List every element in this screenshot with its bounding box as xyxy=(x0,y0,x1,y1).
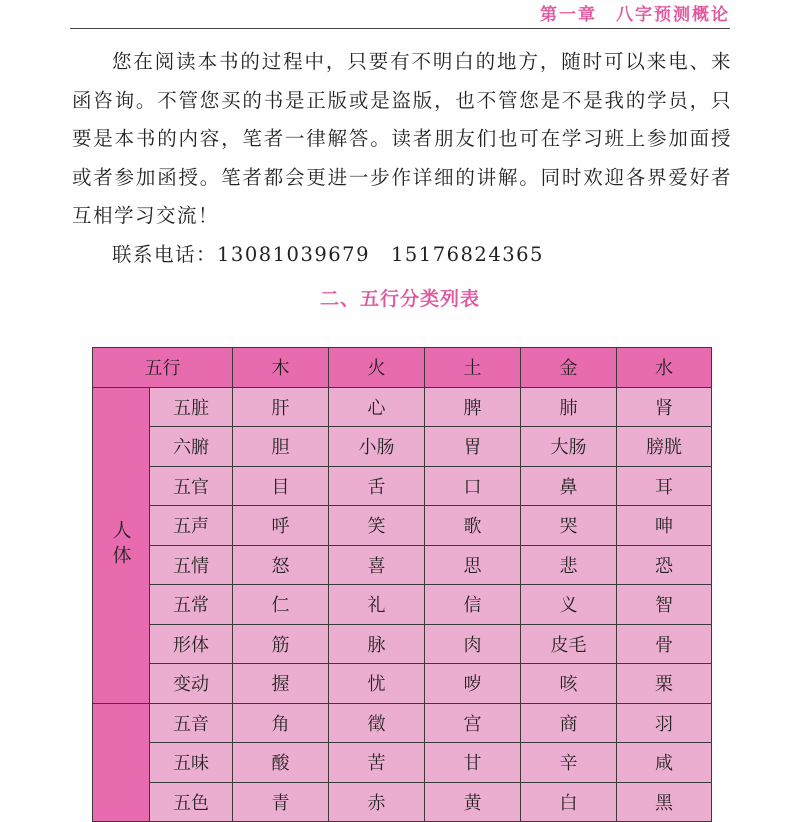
header-cell: 木 xyxy=(233,348,329,388)
table-cell: 脉 xyxy=(329,624,425,664)
table-cell: 悲 xyxy=(521,545,617,585)
header-cell: 金 xyxy=(521,348,617,388)
table-cell: 礼 xyxy=(329,585,425,625)
table-cell: 皮毛 xyxy=(521,624,617,664)
row-label: 五情 xyxy=(150,545,233,585)
table-cell: 甘 xyxy=(425,743,521,783)
body-text xyxy=(72,43,732,274)
table-cell: 呼 xyxy=(233,506,329,546)
table-cell: 义 xyxy=(521,585,617,625)
table-cell: 胃 xyxy=(425,427,521,467)
table-cell: 赤 xyxy=(329,782,425,822)
table-cell: 肺 xyxy=(521,387,617,427)
header-cell: 五行 xyxy=(93,348,233,388)
body-paragraph: 您在阅读本书的过程中，只要有不明白的地方，随时可以来电、来函咨询。不管您买的书是正版或是盗版，也不管您是不是我的学员，只要是本书的内容，笔者一律解答。读者朋友们也可在学习班上参加面授或者参加函授。笔者都会更进一步作详细的讲解。同时欢迎各界爱好者互相学习交流！ xyxy=(72,50,732,227)
table-cell: 喜 xyxy=(329,545,425,585)
table-cell: 肉 xyxy=(425,624,521,664)
five-elements-table xyxy=(92,347,712,822)
table-cell: 商 xyxy=(521,703,617,743)
table-cell: 思 xyxy=(425,545,521,585)
table-cell: 徵 xyxy=(329,703,425,743)
table-cell: 目 xyxy=(233,466,329,506)
table-row xyxy=(93,743,712,783)
table-cell: 苦 xyxy=(329,743,425,783)
table-cell: 筋 xyxy=(233,624,329,664)
table-cell: 小肠 xyxy=(329,427,425,467)
table-row xyxy=(93,585,712,625)
table-cell: 骨 xyxy=(617,624,712,664)
table-cell: 仁 xyxy=(233,585,329,625)
contact-line: 联系电话：13081039679 15176824365 xyxy=(112,242,544,266)
table-cell: 信 xyxy=(425,585,521,625)
row-label: 五声 xyxy=(150,506,233,546)
table-cell: 哭 xyxy=(521,506,617,546)
table-cell: 咳 xyxy=(521,664,617,704)
table-header-row xyxy=(93,348,712,388)
row-label: 五味 xyxy=(150,743,233,783)
table-cell: 栗 xyxy=(617,664,712,704)
table-row xyxy=(93,387,712,427)
row-label: 五色 xyxy=(150,782,233,822)
table-row xyxy=(93,545,712,585)
table-cell: 歌 xyxy=(425,506,521,546)
table-cell: 大肠 xyxy=(521,427,617,467)
table-cell: 肾 xyxy=(617,387,712,427)
table-cell: 恐 xyxy=(617,545,712,585)
table-cell: 羽 xyxy=(617,703,712,743)
table-row xyxy=(93,703,712,743)
table-cell: 胆 xyxy=(233,427,329,467)
table-cell: 笑 xyxy=(329,506,425,546)
group-label-body: 人体 xyxy=(93,387,150,703)
group-label-nature xyxy=(93,703,150,822)
row-label: 五音 xyxy=(150,703,233,743)
row-label: 六腑 xyxy=(150,427,233,467)
section-title: 二、五行分类列表 xyxy=(319,288,480,310)
table-cell: 智 xyxy=(617,585,712,625)
table-cell: 口 xyxy=(425,466,521,506)
table-cell: 握 xyxy=(233,664,329,704)
table-cell: 青 xyxy=(233,782,329,822)
table-row xyxy=(93,506,712,546)
table-cell: 哕 xyxy=(425,664,521,704)
table-cell: 肝 xyxy=(233,387,329,427)
table-cell: 呻 xyxy=(617,506,712,546)
table-cell: 角 xyxy=(233,703,329,743)
table-cell: 酸 xyxy=(233,743,329,783)
table-cell: 忧 xyxy=(329,664,425,704)
table-cell: 辛 xyxy=(521,743,617,783)
row-label: 五官 xyxy=(150,466,233,506)
header-cell: 土 xyxy=(425,348,521,388)
table-cell: 怒 xyxy=(233,545,329,585)
table-cell: 咸 xyxy=(617,743,712,783)
table-cell: 白 xyxy=(521,782,617,822)
table-row xyxy=(93,664,712,704)
row-label: 五脏 xyxy=(150,387,233,427)
header-rule xyxy=(70,28,730,29)
row-label: 形体 xyxy=(150,624,233,664)
table-row xyxy=(93,466,712,506)
table-cell: 心 xyxy=(329,387,425,427)
header-cell: 火 xyxy=(329,348,425,388)
table-row xyxy=(93,782,712,822)
table-cell: 黑 xyxy=(617,782,712,822)
header-cell: 水 xyxy=(617,348,712,388)
table-row xyxy=(93,427,712,467)
table-cell: 鼻 xyxy=(521,466,617,506)
table-cell: 膀胱 xyxy=(617,427,712,467)
chapter-header: 第一章 八字预测概论 xyxy=(540,5,730,25)
table-cell: 舌 xyxy=(329,466,425,506)
table-cell: 脾 xyxy=(425,387,521,427)
table-cell: 耳 xyxy=(617,466,712,506)
table-cell: 宫 xyxy=(425,703,521,743)
row-label: 变动 xyxy=(150,664,233,704)
row-label: 五常 xyxy=(150,585,233,625)
table-row xyxy=(93,624,712,664)
table-cell: 黄 xyxy=(425,782,521,822)
